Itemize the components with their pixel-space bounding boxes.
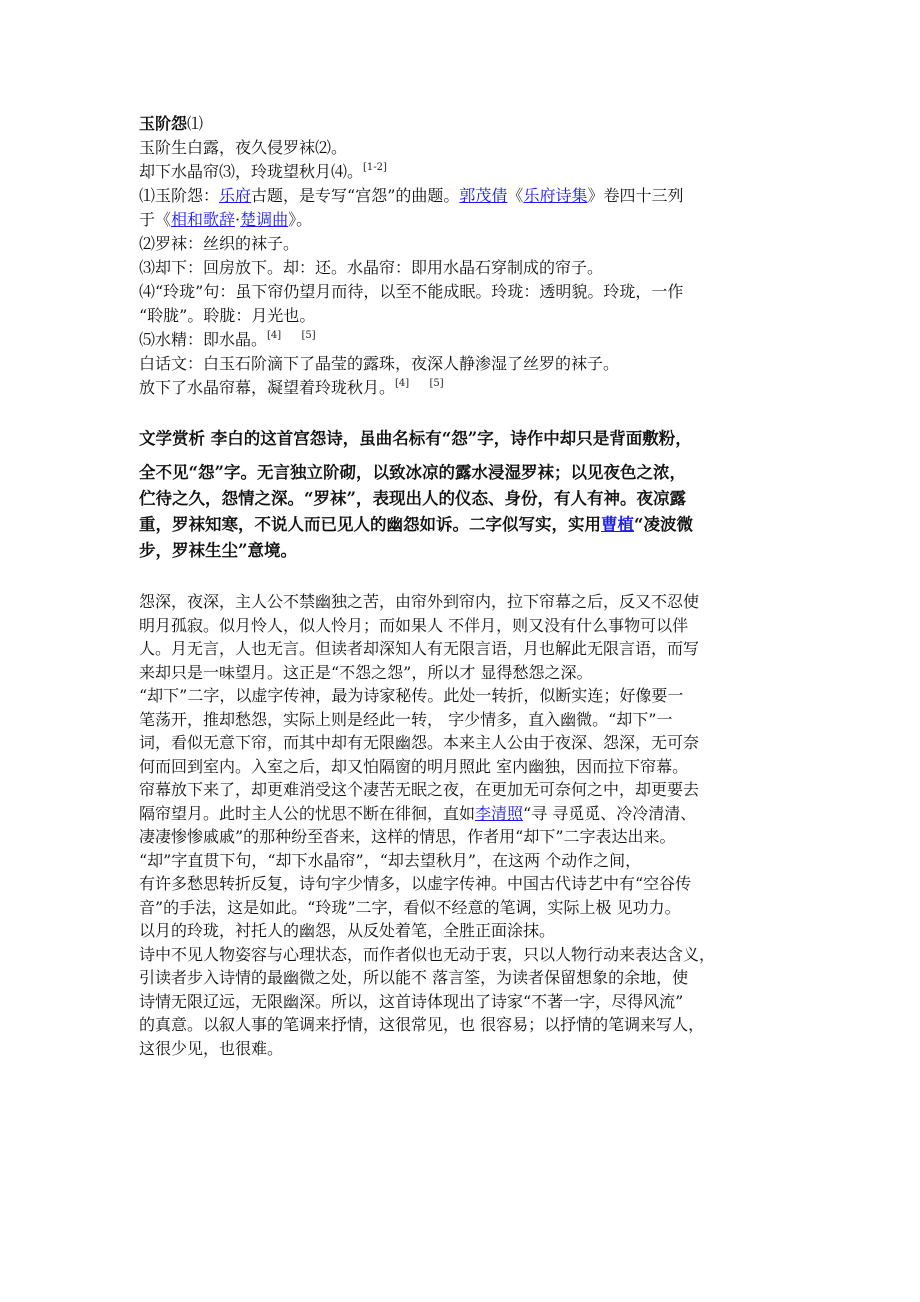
body-line: “却”字直贯下句，“却下水晶帘”，“却去望秋月”，在这两 个动作之间，: [139, 850, 642, 870]
appreciation-line-5: 步，罗袜生尘”意境。: [139, 541, 297, 560]
link-li-qingzhao[interactable]: 李清照: [475, 803, 524, 823]
body-line: 有许多愁思转折反复，诗句字少情多，以虚字传神。中国古代诗艺中有“空谷传: [139, 874, 692, 893]
note-1-cont: [139, 208, 789, 232]
link-yuefu-shiji[interactable]: 乐府诗集: [523, 186, 588, 205]
appreciation-line-4: [139, 512, 789, 538]
body-line: 笔荡开，推却愁怨，实际上则是经此一转， 字少情多，直入幽微。“却下”一: [139, 709, 673, 729]
link-chudiao-qu[interactable]: 楚调曲: [240, 210, 289, 229]
note-1b-prefix: 于《: [139, 210, 172, 229]
body-line: 诗情无限辽远，无限幽深。所以，这首诗体现出了诗家“不著一字，尽得风流”: [139, 991, 684, 1011]
body-line: 凄凄惨惨戚戚”的那种纷至沓来，这样的情思，作者用“却下”二字表达出来。: [139, 827, 676, 846]
document-page: [139, 112, 789, 1060]
body-line: 引读者步入诗情的最幽微之处，所以能不 落言筌，为读者保留想象的余地，使: [139, 968, 689, 987]
body-line: “却下”二字，以虚字传神，最为诗家秘传。此处一转折，似断实连；好像要一: [139, 686, 684, 705]
body-line-suffix: “寻 寻觅觅、冷冷清清、: [523, 803, 697, 823]
link-cao-zhi[interactable]: 曹植: [601, 515, 634, 534]
poem-title-text: 玉阶怨: [139, 114, 188, 133]
poem-line-1: 玉阶生白露，夜久侵罗袜⑵。: [139, 138, 348, 157]
note-5-text: ⑸水精：即水晶。: [139, 330, 268, 349]
body-line: 明月孤寂。似月怜人，似人怜月；而如果人 不伴月，则又没有什么事物可以伴: [139, 615, 689, 635]
poem-line-2: [139, 160, 789, 184]
appreciation-line-4-text: 重，罗袜知寒，不说人而已见人的幽怨如诉。二字似写实，实用: [139, 515, 601, 534]
note-1-text: 古题，是专写“宫怨”的曲题。: [251, 186, 460, 205]
link-yuefu[interactable]: 乐府: [219, 186, 252, 205]
appreciation-line-4-suffix: “凌波微: [634, 515, 693, 534]
body-line: [139, 802, 789, 826]
body-line: 以月的玲珑，衬托人的幽怨，从反处着笔，全胜正面涂抹。: [139, 921, 556, 940]
body-line: 怨深，夜深，主人公不禁幽独之苦，由帘外到帘内，拉下帘幕之后，反又不忍使: [139, 592, 700, 611]
link-guo-maoqian[interactable]: 郭茂倩: [459, 186, 508, 205]
note-1b-suffix: 》。: [288, 210, 313, 229]
translation-line-2-text: 放下了水晶帘幕，凝望着玲珑秋月。: [139, 378, 396, 397]
note-4: ⑷“玲珑”句：虽下帘仍望月而待，以至不能成眠。玲珑：透明貌。玲珑，一作: [139, 282, 684, 301]
note-3: ⑶却下：回房放下。却：还。水晶帘：即用水晶石穿制成的帘子。: [139, 258, 604, 277]
note-1-bracket: 《: [507, 186, 524, 205]
citation-ref[interactable]: [4]: [395, 378, 410, 389]
link-xianghe-geci[interactable]: 相和歌辞: [171, 210, 236, 229]
citation-ref[interactable]: [1-2]: [363, 162, 387, 173]
note-1-prefix: ⑴玉阶怨：: [139, 186, 220, 205]
poem-line-2-text: 却下水晶帘⑶，玲珑望秋月⑷。: [139, 162, 364, 181]
body-line: 帘幕放下来了，却更难消受这个凄苦无眠之夜，在更加无可奈何之中，却更要去: [139, 780, 700, 799]
body-line: 来却只是一味望月。这正是“不怨之怨”，所以才 显得愁怨之深。: [139, 662, 593, 682]
body-line: 诗中不见人物姿容与心理状态，而作者似也无动于衷，只以人物行动来表达含义，: [139, 944, 716, 964]
translation-line-2: [139, 376, 789, 400]
citation-ref[interactable]: [5]: [429, 378, 444, 389]
body-line: 何而回到室内。入室之后，却又怕隔窗的明月照此 室内幽独，因而拉下帘幕。: [139, 756, 689, 776]
translation-line-1: 白话文：白玉石阶滴下了晶莹的露珠，夜深人静渗湿了丝罗的袜子。: [139, 354, 620, 373]
body-line: 音”的手法，这是如此。“玲珑”二字，看似不经意的笔调，实际上极 见功力。: [139, 897, 681, 917]
note-1: [139, 184, 789, 208]
note-4-cont: “聆胧”。聆胧：月光也。: [139, 306, 316, 325]
note-2: ⑵罗袜：丝织的袜子。: [139, 234, 300, 253]
body-line: 词，看似无意下帘，而其中却有无限幽怨。本来主人公由于夜深、怨深，无可奈: [139, 733, 700, 752]
note-5: [139, 328, 789, 352]
body-line-text: 隔帘望月。此时主人公的忧思不断在徘徊，直如: [139, 803, 476, 823]
body-line: 这很少见，也很难。: [139, 1038, 284, 1058]
citation-ref[interactable]: [4]: [267, 330, 282, 341]
poem-title-note: ⑴: [187, 114, 204, 133]
citation-ref[interactable]: [5]: [301, 330, 316, 341]
appreciation-line-2: 全不见“怨”字。无言独立阶砌，以致冰凉的露水浸湿罗袜；以见夜色之浓，: [139, 463, 686, 482]
appreciation-line-1: 文学赏析 李白的这首宫怨诗，虽曲名标有“怨”字，诗作中却只是背面敷粉，: [139, 429, 692, 448]
body-line: 的真意。以叙人事的笔调来抒情，这很常见，也 很容易；以抒情的笔调来写人，: [139, 1015, 705, 1034]
appreciation-line-3: 伫待之久，怨情之深。“罗袜”，表现出人的仪态、身份，有人有神。夜凉露: [139, 489, 686, 508]
poem-title: [139, 112, 789, 136]
note-1b-dot: ·: [235, 210, 241, 229]
note-1-text-2: 》卷四十三列: [587, 186, 684, 205]
body-line: 人。月无言，人也无言。但读者却深知人有无限言语，月也解此无限言语，而写: [139, 639, 700, 658]
